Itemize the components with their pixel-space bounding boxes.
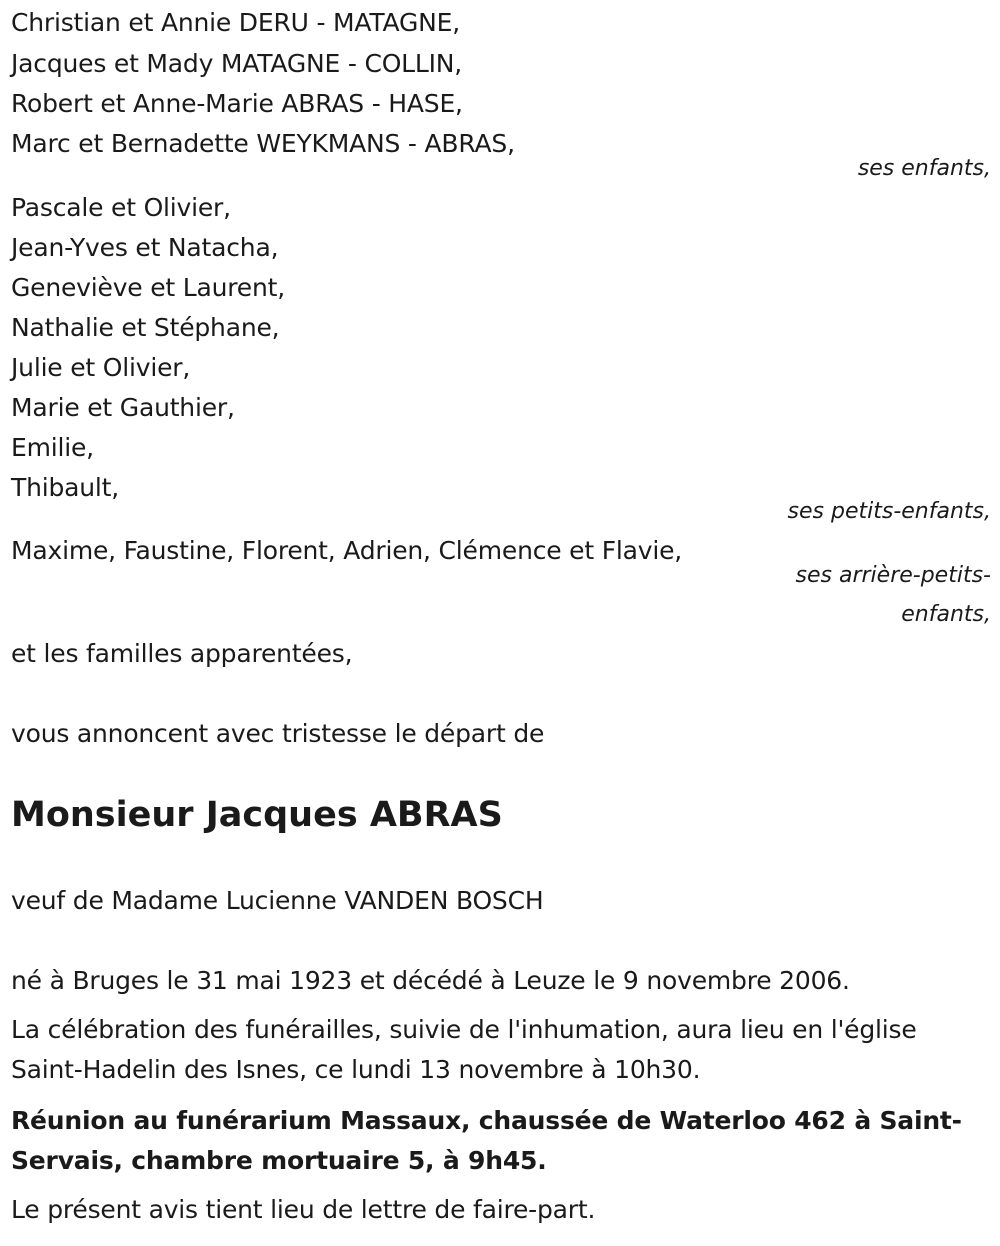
grandchild-line: Geneviève et Laurent, — [11, 273, 285, 302]
great-grandchildren-role-1: ses arrière-petits- — [795, 563, 991, 588]
child-line: Christian et Annie DERU - MATAGNE, — [11, 8, 460, 37]
obituary-notice — [11, 0, 991, 1246]
grandchild-line: Julie et Olivier, — [11, 353, 191, 382]
announcement-line: vous annoncent avec tristesse le départ de — [11, 719, 545, 748]
child-line: Jacques et Mady MATAGNE - COLLIN, — [11, 49, 463, 78]
families-line: et les familles apparentées, — [11, 639, 353, 668]
grandchild-line: Pascale et Olivier, — [11, 193, 231, 222]
children-role: ses enfants, — [857, 156, 991, 181]
grandchild-line: Jean-Yves et Natacha, — [11, 233, 279, 262]
deceased-name: Monsieur Jacques ABRAS — [11, 795, 503, 835]
ceremony-paragraph: La célébration des funérailles, suivie de l'inhumation, aura lieu en l'église Saint-Hadelin des Isnes, ce lundi 13 novembre à 10h30. — [11, 1015, 917, 1084]
grandchildren-role: ses petits-enfants, — [787, 499, 991, 524]
child-line: Marc et Bernadette WEYKMANS - ABRAS, — [11, 129, 515, 158]
grandchild-line: Thibault, — [11, 473, 119, 502]
birth-death-line: né à Bruges le 31 mai 1923 et décédé à Leuze le 9 novembre 2006. — [11, 966, 850, 995]
notice-line: Le présent avis tient lieu de lettre de faire-part. — [11, 1195, 596, 1224]
grandchild-line: Emilie, — [11, 433, 94, 462]
child-line: Robert et Anne-Marie ABRAS - HASE, — [11, 89, 463, 118]
widower-line: veuf de Madame Lucienne VANDEN BOSCH — [11, 886, 544, 915]
grandchild-line: Nathalie et Stéphane, — [11, 313, 280, 342]
gathering-paragraph: Réunion au funérarium Massaux, chaussée de Waterloo 462 à Saint-Servais, chambre mortuaire 5, à 9h45. — [11, 1106, 962, 1175]
great-grandchildren-line: Maxime, Faustine, Florent, Adrien, Clémence et Flavie, — [11, 536, 683, 565]
great-grandchildren-role-2: enfants, — [901, 602, 991, 627]
grandchild-line: Marie et Gauthier, — [11, 393, 235, 422]
